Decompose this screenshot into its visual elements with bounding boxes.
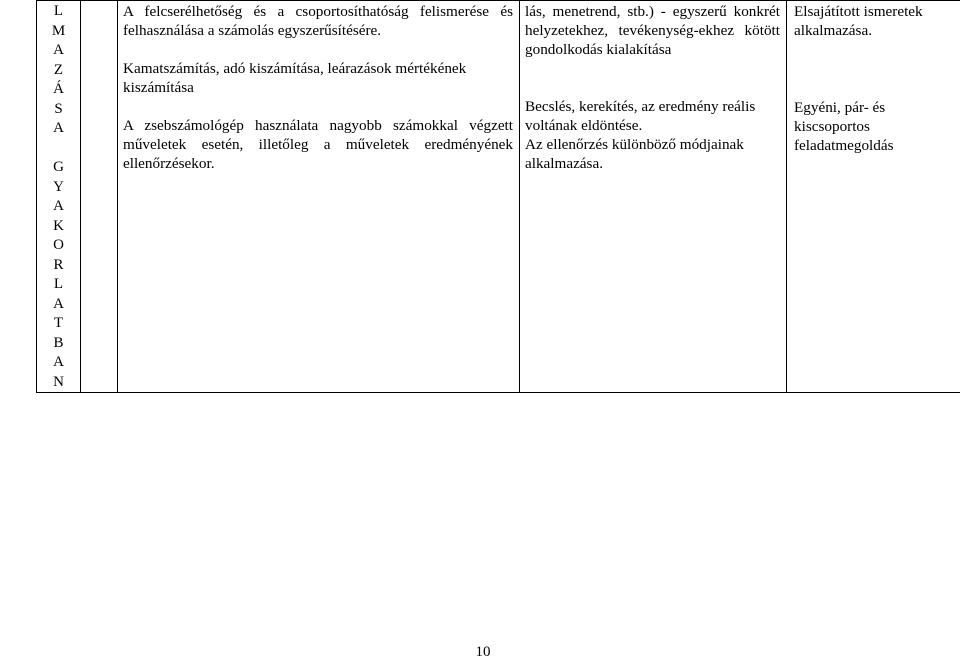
vertical-heading-cell: [37, 1, 81, 393]
heading-letter: R: [53, 256, 64, 273]
development-paragraph: Az ellenőrzés különböző módjainak alkalmazása.: [525, 136, 744, 172]
page-number: 10: [475, 644, 491, 660]
heading-letter: A: [53, 198, 64, 214]
heading-letter: Z: [53, 61, 64, 78]
development-paragraph: Becslés, kerekítés, az eredmény reális voltának eldöntése.: [525, 98, 756, 134]
content-paragraph: A zsebszámológép használata nagyobb számokkal végzett műveletek esetén, illetőleg a műveletek eredményének ellenőrzésekor.: [123, 117, 513, 172]
method-paragraph: Egyéni, pár- és kiscsoportos feladatmegoldás: [794, 99, 894, 154]
heading-letter: G: [53, 159, 64, 175]
content-paragraph: A felcserélhetőség és a csoportosíthatóság felismerése és felhasználása a számolás egyszerűsítésére.: [123, 3, 513, 39]
heading-letter: K: [53, 217, 64, 234]
heading-letter: N: [53, 373, 64, 390]
heading-letter-spacer: [57, 139, 61, 159]
heading-letter: L: [53, 276, 64, 292]
heading-letter: M: [51, 22, 66, 39]
content-cell: [118, 1, 520, 393]
heading-letter: A: [53, 354, 64, 370]
heading-letter: A: [53, 120, 64, 136]
content-paragraph: Kamatszámítás, adó kiszámítása, leárazások mértékének kiszámítása: [123, 60, 467, 96]
heading-letter: L: [53, 3, 64, 19]
heading-letter: Y: [53, 178, 64, 195]
heading-letter: O: [53, 237, 64, 253]
vertical-heading: [37, 1, 80, 392]
heading-letter: B: [53, 334, 64, 351]
table-row: [37, 1, 960, 393]
heading-letter: Á: [53, 81, 64, 97]
method-cell: [787, 1, 960, 393]
heading-letter: A: [53, 295, 64, 312]
heading-letter: S: [54, 100, 63, 117]
method-paragraph: Elsajátított ismeretek alkalmazása.: [794, 3, 923, 39]
curriculum-table: [36, 0, 960, 393]
heading-letter: T: [53, 315, 64, 331]
development-paragraph: lás, menetrend, stb.) - egyszerű konkrét helyzetekhez, tevékenység-ekhez kötött gondolkodás kialakítása: [525, 3, 780, 58]
empty-cell: [81, 1, 118, 393]
development-cell: [520, 1, 787, 393]
heading-letter: A: [53, 42, 64, 58]
